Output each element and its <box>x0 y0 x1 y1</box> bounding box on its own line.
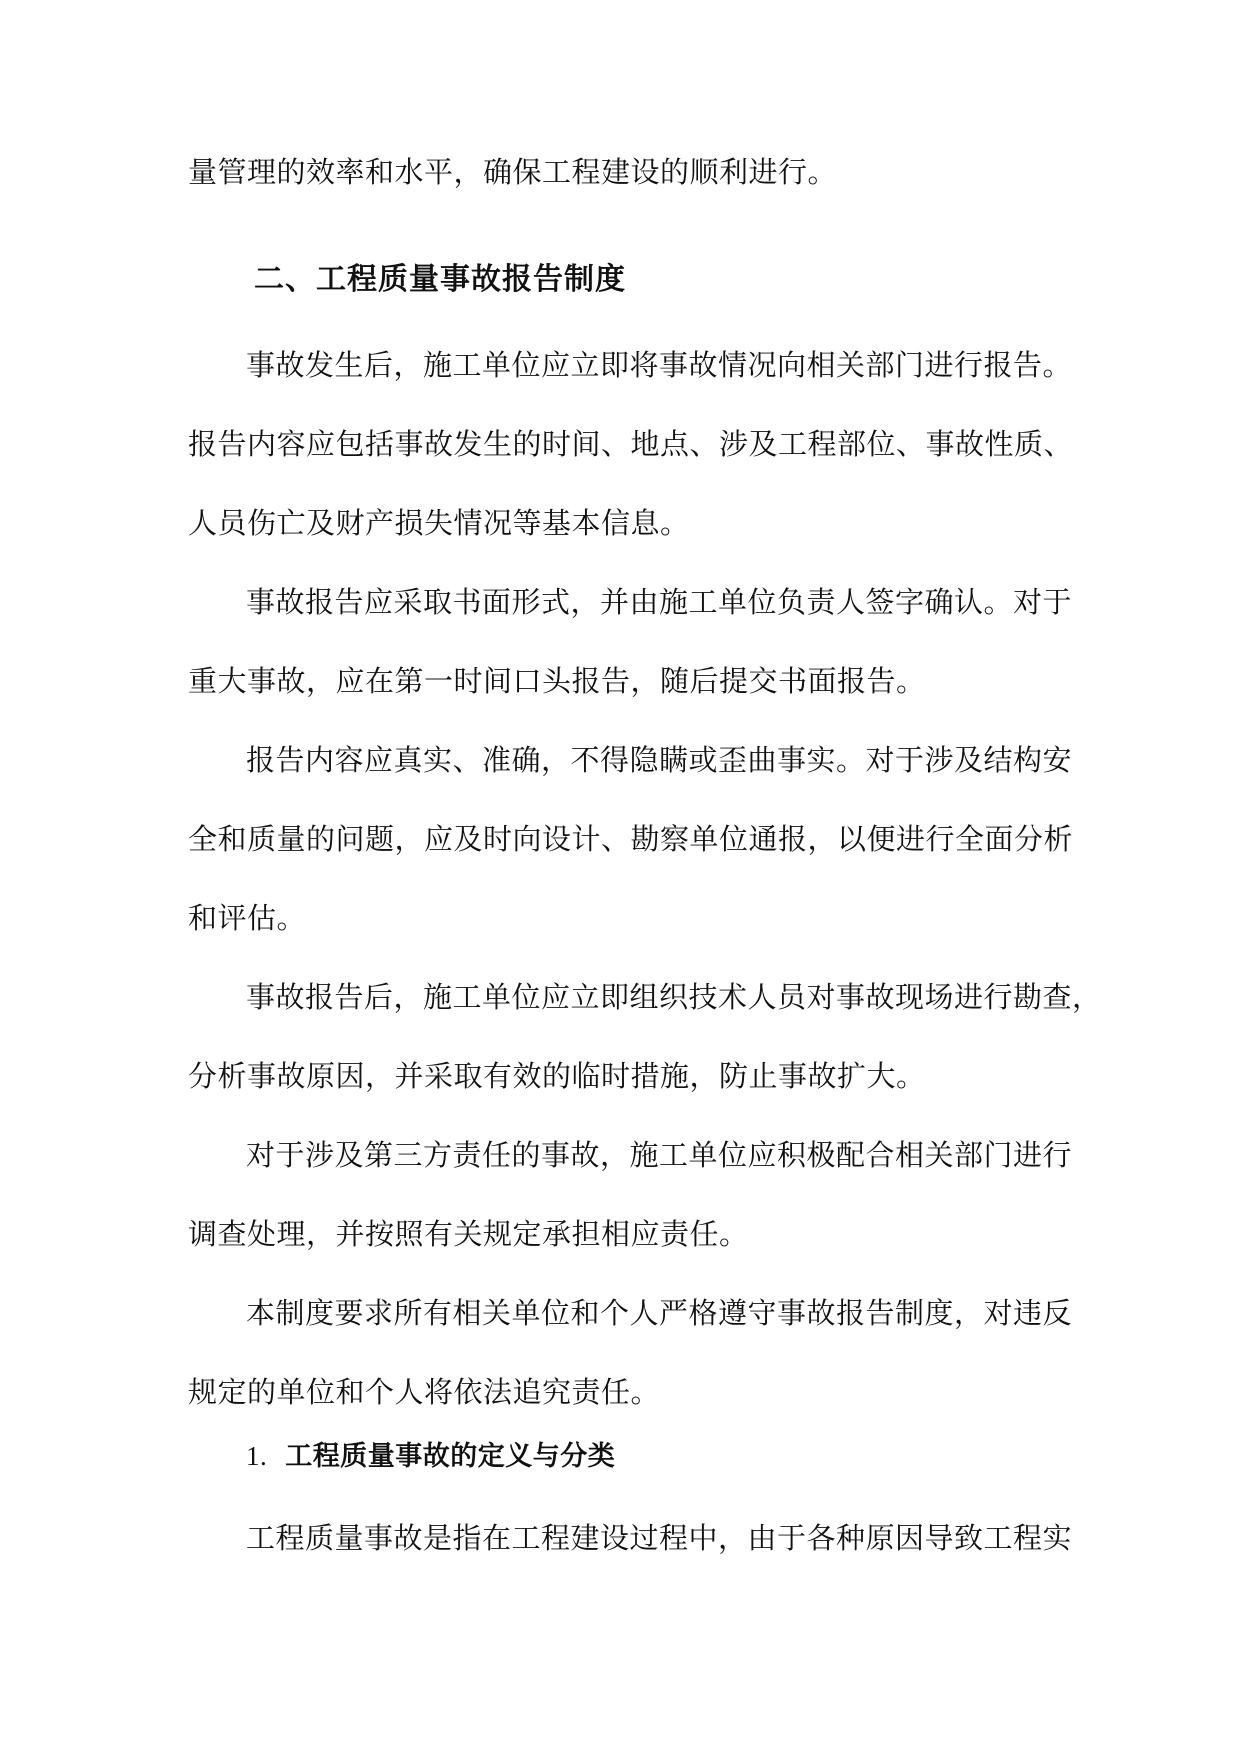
paragraph-5-line-1: 对于涉及第三方责任的事故，施工单位应积极配合相关部门进行 <box>246 1138 1073 1172</box>
paragraph-6-line-2: 规定的单位和个人将依法追究责任。 <box>188 1375 661 1409</box>
paragraph-3-line-2: 全和质量的问题，应及时向设计、勘察单位通报，以便进行全面分析 <box>188 822 1074 856</box>
paragraph-1-line-2: 报告内容应包括事故发生的时间、地点、涉及工程部位、事故性质、 <box>188 427 1074 461</box>
paragraph-4-line-2: 分析事故原因，并采取有效的临时措施，防止事故扩大。 <box>188 1059 926 1093</box>
paragraph-5-line-2: 调查处理，并按照有关规定承担相应责任。 <box>188 1217 749 1251</box>
subsection-number: 1. <box>246 1441 268 1471</box>
intro-line: 量管理的效率和水平，确保工程建设的顺利进行。 <box>188 155 838 189</box>
paragraph-1-line-3: 人员伤亡及财产损失情况等基本信息。 <box>188 506 690 540</box>
paragraph-3-line-3: 和评估。 <box>188 901 307 935</box>
paragraph-4-line-1: 事故报告后，施工单位应立即组织技术人员对事故现场进行勘查， <box>246 980 1102 1014</box>
section-heading: 二、工程质量事故报告制度 <box>254 262 626 297</box>
paragraph-2-line-1: 事故报告应采取书面形式，并由施工单位负责人签字确认。对于 <box>246 585 1073 619</box>
paragraph-2-line-2: 重大事故，应在第一时间口头报告，随后提交书面报告。 <box>188 664 926 698</box>
final-line: 工程质量事故是指在工程建设过程中，由于各种原因导致工程实 <box>246 1521 1073 1555</box>
paragraph-6-line-1: 本制度要求所有相关单位和个人严格遵守事故报告制度，对违反 <box>246 1296 1073 1330</box>
subsection-title: 工程质量事故的定义与分类 <box>285 1441 616 1472</box>
subsection-heading <box>246 1436 615 1477</box>
paragraph-1-line-1: 事故发生后，施工单位应立即将事故情况向相关部门进行报告。 <box>246 348 1073 382</box>
paragraph-3-line-1: 报告内容应真实、准确，不得隐瞒或歪曲事实。对于涉及结构安 <box>246 743 1073 777</box>
